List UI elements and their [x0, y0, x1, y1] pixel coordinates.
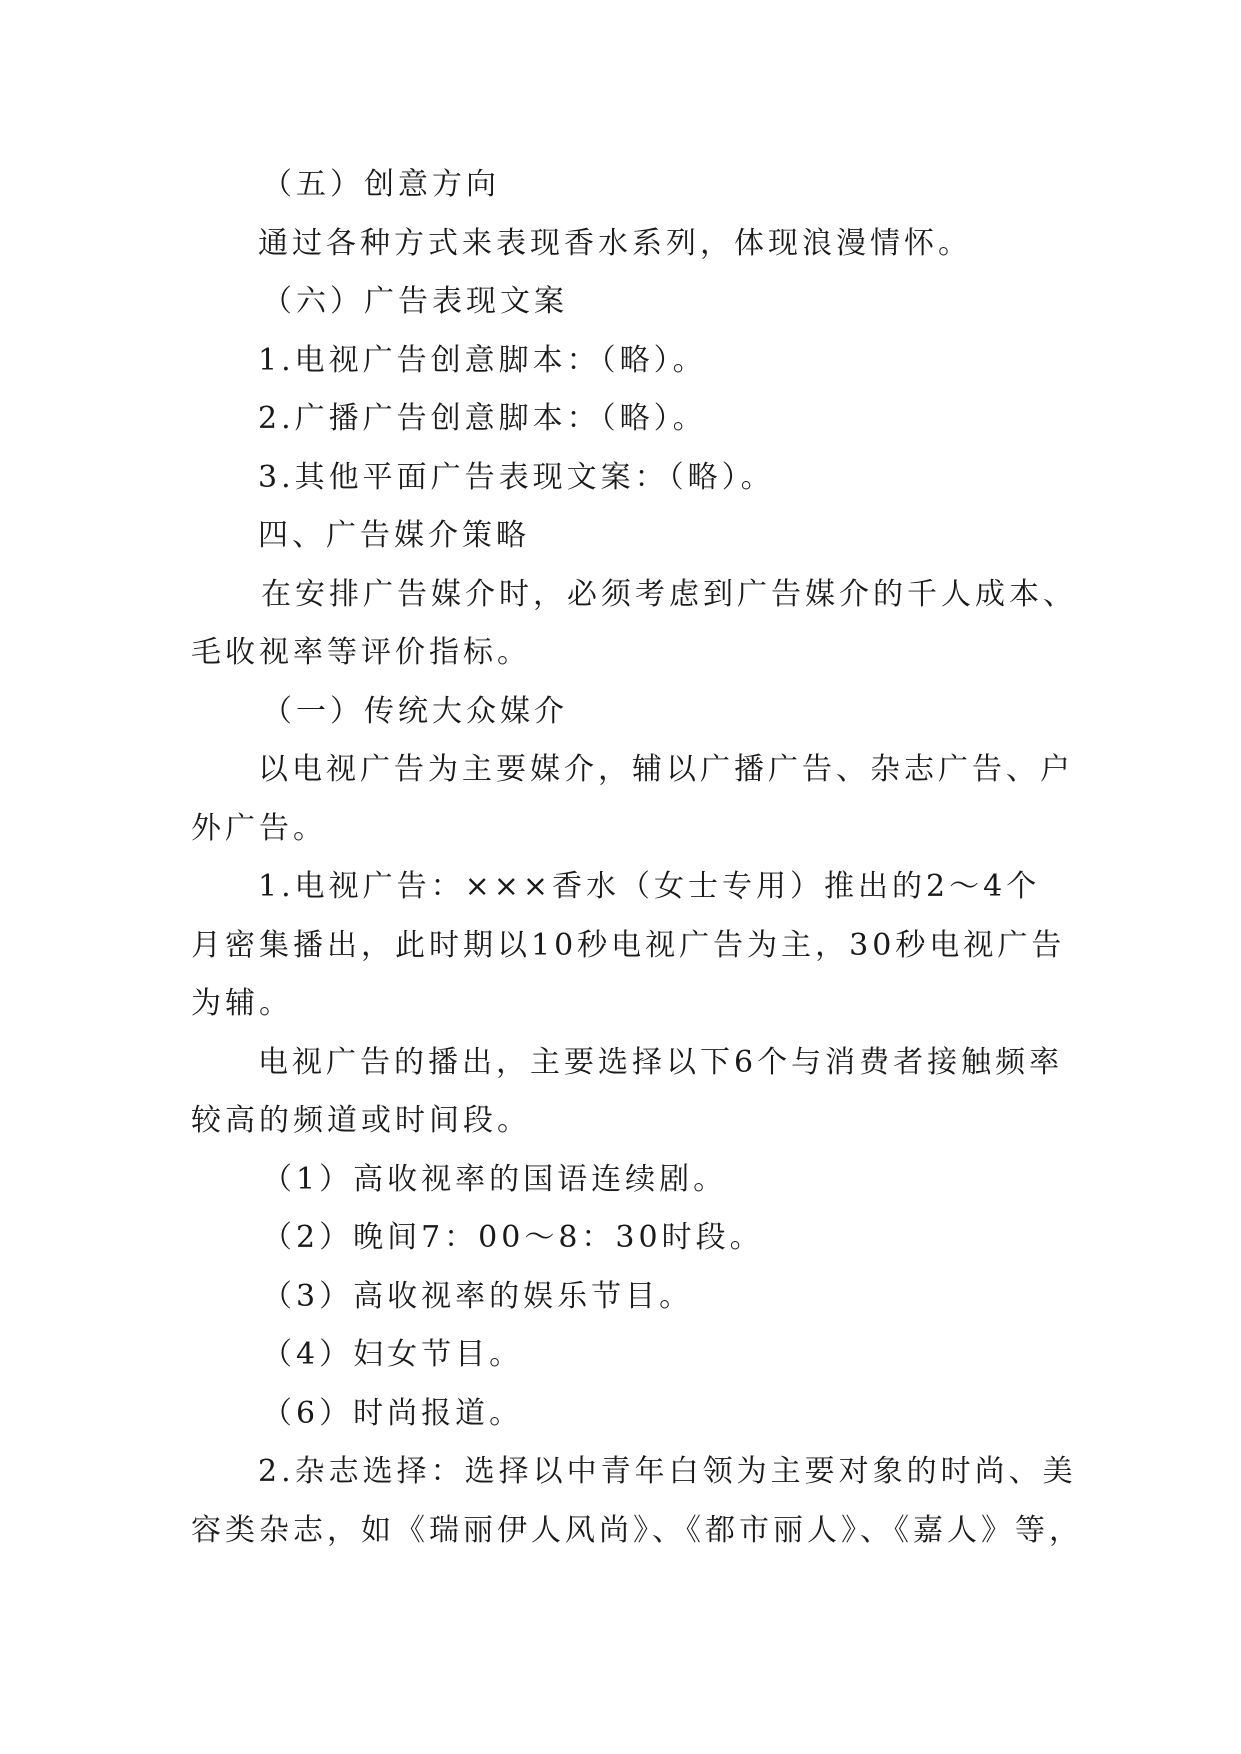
list-item-women-programs: （4）妇女节目。 [262, 1337, 524, 1372]
list-item-magazines: 2.杂志选择：选择以中青年白领为主要对象的时尚、美 [258, 1454, 1077, 1489]
paragraph-line: 为辅。 [191, 986, 293, 1021]
section-heading-media-strategy: 四、广告媒介策略 [258, 518, 530, 553]
list-item-tv-script: 1.电视广告创意脚本：（略）。 [258, 343, 707, 378]
paragraph-line: 电视广告的播出，主要选择以下6个与消费者接触频率 [258, 1045, 1064, 1080]
paragraph-line: 毛收视率等评价指标。 [191, 635, 531, 670]
paragraph-line: 通过各种方式来表现香水系列，体现浪漫情怀。 [258, 226, 972, 261]
section-heading-creative-direction: （五）创意方向 [262, 167, 500, 202]
paragraph-line: 容类杂志，如《瑞丽伊人风尚》、《都市丽人》、《嘉人》等， [191, 1513, 1083, 1548]
list-item-entertainment: （3）高收视率的娱乐节目。 [262, 1279, 694, 1314]
list-item-print-copy: 3.其他平面广告表现文案：（略）。 [258, 460, 775, 495]
paragraph-line: 外广告。 [191, 811, 327, 846]
list-item-tv-ads: 1.电视广告：×××香水（女士专用）推出的2～4个 [258, 869, 1041, 904]
section-heading-ad-copy: （六）广告表现文案 [262, 284, 568, 319]
list-item-fashion-reports: （6）时尚报道。 [262, 1396, 524, 1431]
list-item-drama: （1）高收视率的国语连续剧。 [262, 1162, 728, 1197]
list-item-radio-script: 2.广播广告创意脚本：（略）。 [258, 401, 707, 436]
paragraph-line: 以电视广告为主要媒介，辅以广播广告、杂志广告、户 [258, 752, 1074, 787]
list-item-evening-slot: （2）晚间7：00～8：30时段。 [262, 1220, 764, 1255]
paragraph-line: 在安排广告媒介时，必须考虑到广告媒介的千人成本、 [261, 577, 1077, 612]
section-heading-traditional-media: （一）传统大众媒介 [262, 694, 568, 729]
paragraph-line: 月密集播出，此时期以10秒电视广告为主，30秒电视广告 [191, 928, 1066, 963]
paragraph-line: 较高的频道或时间段。 [191, 1103, 531, 1138]
